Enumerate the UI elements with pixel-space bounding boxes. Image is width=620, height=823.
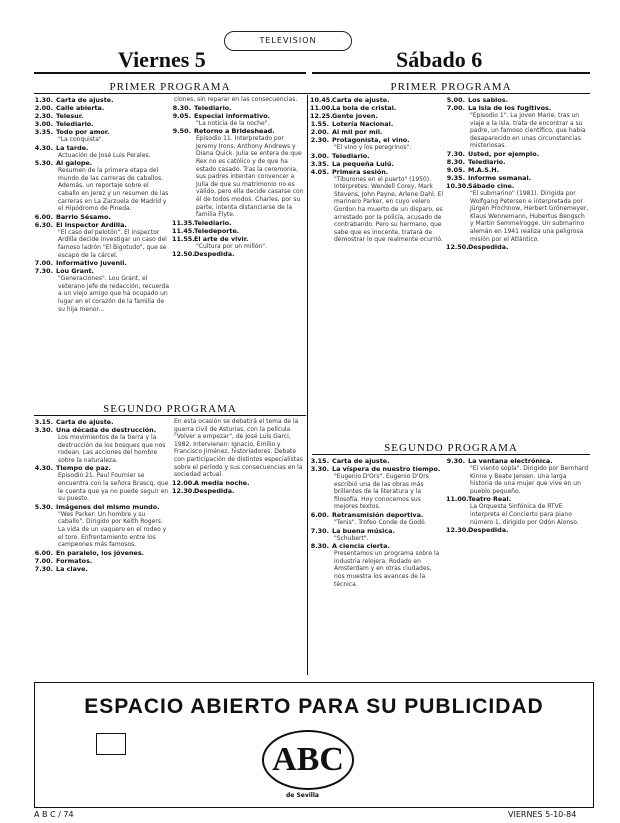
program-title: Barrio Sésamo.: [56, 212, 111, 221]
program-time: 6.00.: [34, 548, 53, 557]
program-entry: [34, 96, 170, 104]
program-entry: [172, 227, 306, 235]
program-entry: [446, 96, 590, 104]
program-title: Carta de ajuste.: [56, 418, 114, 426]
program-time: 12.50.: [172, 250, 195, 259]
program-entry: [172, 219, 306, 227]
program-entry: [172, 104, 306, 112]
program-time: 3.00.: [310, 151, 329, 160]
program-entry: [34, 221, 170, 259]
program-time: 7.30.: [446, 149, 465, 158]
program-title: Los sabios.: [468, 96, 508, 104]
program-description: "La noticia de la noche".: [196, 119, 270, 127]
program-time: 7.00.: [446, 104, 465, 112]
program-time: 8.30.: [172, 103, 191, 112]
program-title: Retorno a Brideshead.: [194, 127, 275, 136]
program-time: 4.30.: [34, 143, 53, 152]
program-entry: [446, 243, 590, 251]
program-title: Despedida.: [468, 526, 509, 535]
section-primer-left: PRIMER PROGRAMA: [109, 81, 231, 93]
abc-logo-sub: de Sevilla: [286, 792, 319, 799]
section-segundo-right: SEGUNDO PROGRAMA: [384, 442, 518, 454]
top-rule-left: [34, 72, 306, 74]
program-description: "El viento sopla". Dirigido por Bernhard Kinne y Beate Jensen. Una larga historia de una mujer que vive en un pueblo pequeño.: [470, 465, 589, 495]
program-description: "El submarino" (1981). Dirigida por Wolfgang Petersen e interpretada por Jürgen Prochnow, Herbert Grönemeyer, Klaus Wennemann, Hubertus Bengsch y Martin Semmelrogge. Un submarino alemán en 1941 realiza una peligrosa misión por el Atlántico.: [470, 189, 589, 243]
program-time: 2.30.: [310, 136, 329, 144]
program-entry: [310, 112, 444, 120]
house-illustration: [96, 733, 126, 755]
program-time: 3.15.: [34, 418, 53, 426]
program-entry: [172, 112, 306, 128]
program-title: El arte de vivir.: [194, 234, 249, 243]
program-title: Tiempo de paz.: [56, 464, 111, 473]
program-entry: [446, 104, 590, 150]
sabado-segundo-col-b: [446, 457, 590, 534]
program-time: 12.30.: [172, 486, 195, 495]
program-entry: [446, 457, 590, 495]
program-description: Presentamos un programa sobre la industria relojera. Rodado en Ámsterdam y en otras ciudades, nos muestra los avances de la técnica.: [334, 550, 440, 588]
program-time: 11.00.: [310, 104, 333, 112]
program-entry: [446, 150, 590, 158]
program-title: Lou Grant.: [56, 267, 94, 276]
program-title: Informe semanal.: [468, 173, 532, 182]
program-time: 1.30.: [34, 96, 53, 104]
program-entry: [34, 259, 170, 267]
program-time: 9.50.: [172, 127, 191, 136]
rule-primer: [34, 93, 590, 94]
program-time: 6.00.: [34, 212, 53, 221]
program-entry: [446, 182, 590, 243]
program-entry: [310, 96, 444, 104]
program-time: 11.45.: [172, 226, 195, 235]
program-time: 2.30.: [34, 112, 53, 120]
program-title: Carta de ajuste.: [56, 96, 114, 104]
program-title: La buena música.: [332, 526, 395, 535]
program-entry: [310, 542, 444, 588]
program-time: 12.30.: [446, 526, 469, 535]
program-title: Telediario.: [468, 157, 506, 166]
program-time: 7.30.: [34, 267, 53, 276]
program-title: Despedida.: [194, 250, 235, 259]
program-title: Carta de ajuste.: [332, 457, 390, 465]
program-title: La ventana electrónica.: [468, 457, 553, 465]
sabado-primer-col-a: [310, 96, 444, 244]
program-entry: [446, 174, 590, 182]
program-description: "La conquista".: [58, 136, 104, 143]
program-title: Telesur.: [56, 112, 84, 120]
program-entry: [172, 418, 306, 479]
program-title: Sábado cine.: [468, 181, 515, 190]
top-rule-right: [312, 72, 590, 74]
program-title: Especial informativo.: [194, 111, 271, 120]
program-description: "Tiburones en el puerto" (1950). Intérpretes: Wendell Corey, Mark Stevens, John Payne, Arlene Dahl. El marinero Parker, en cuyo velero Gordon ha muerto de un disparo, es arrestado por la policía, acusado de contrabando. Pero su hermano, que sabe que es inocente, tratará de demostrar lo que realmente ocurrió.: [334, 175, 444, 244]
program-title: La pequeña Lulú.: [332, 159, 394, 168]
program-entry: [34, 159, 170, 213]
program-entry: [172, 127, 306, 219]
program-title: La clave.: [56, 564, 88, 573]
program-description: "Schubert".: [334, 534, 369, 542]
program-description: La Orquesta Sinfónica de RTVE interpreta el Concierto para piano número 1, dirigido por Odón Alonso.: [470, 503, 579, 526]
program-title: La bola de cristal.: [332, 104, 397, 112]
program-title: Calle abierta.: [56, 104, 105, 112]
program-time: 9.05.: [172, 111, 191, 120]
rule-segundo-right: [312, 454, 590, 455]
program-time: 3.30.: [34, 426, 53, 434]
program-entry: [310, 168, 444, 244]
program-title: A ciencia cierta.: [332, 542, 390, 551]
program-description: Actuación de José Luis Perales.: [58, 151, 151, 159]
program-time: 3.30.: [310, 465, 329, 473]
section-primer-right: PRIMER PROGRAMA: [390, 81, 512, 93]
program-description: Resumen de la primera etapa del mundo de las carreras de caballos. Además, un reportaje sobre el caballo en Jerez y un resumen de las carreras en La Zarzuela de Madrid y el Hipódromo de Pineda.: [58, 167, 169, 213]
header-box: TELEVISION: [224, 31, 352, 51]
program-time: 1.55.: [310, 120, 329, 128]
program-time: 6.00.: [310, 510, 329, 519]
program-entry: [310, 136, 444, 152]
program-entry: [34, 104, 170, 112]
program-title: Imágenes del mismo mundo.: [56, 502, 160, 511]
program-title: Una década de destrucción.: [56, 426, 157, 434]
program-description: "El vino y los peregrinos".: [334, 144, 412, 151]
viernes-segundo-col-b: [172, 418, 306, 495]
program-title: Usted, por ejemplo.: [468, 149, 540, 158]
viernes-primer-col-b: [172, 96, 306, 258]
day-left-title: Viernes 5: [118, 47, 206, 72]
program-title: Telediario.: [332, 151, 370, 160]
program-time: 7.00.: [34, 556, 53, 565]
program-title: Todo por amor.: [56, 128, 110, 136]
program-entry: [446, 158, 590, 166]
program-entry: [34, 267, 170, 313]
program-title: La víspera de nuestro tiempo.: [332, 465, 441, 473]
ad-text: ESPACIO ABIERTO PARA SU PUBLICIDAD: [84, 695, 544, 718]
sabado-segundo-col-a: [310, 457, 444, 588]
program-time: 12.00.: [172, 478, 195, 487]
program-entry: [34, 120, 170, 128]
program-title: Gente joven.: [332, 112, 378, 120]
program-description: En esta ocasión se debatirá el tema de la guerra civil de Asturias, con la película "Volver a empezar", de José Luis Garci, 1982. Intervienen: Ignacio, Emilio y Francisco Jiménez, historiadores. Debate con participación de distintos especialistas sobre el período y sus consecuencias en la sociedad actual.: [174, 418, 303, 479]
program-description: "Tenis". Trofeo Conde de Godó.: [334, 518, 427, 526]
program-time: 12.50.: [446, 243, 469, 252]
program-entry: [34, 549, 170, 557]
program-description: "Eugenio D'Ors". Eugenio D'Ors escribió una de las obras más brillantes de la literatura y la filosofía. Hoy conocemos sus mejores textos.: [334, 473, 429, 511]
center-divider: [307, 95, 308, 675]
program-title: La tarde.: [56, 143, 89, 152]
program-time: 7.30.: [34, 564, 53, 573]
program-title: Formatos.: [56, 556, 93, 565]
program-entry: [172, 250, 306, 258]
program-time: 11.00.: [446, 495, 469, 504]
program-title: Carta de ajuste.: [332, 96, 390, 104]
program-description: Los movimientos de la tierra y la destrucción de los bosques que nos rodean. Las acciones del hombre sobre la naturaleza.: [58, 434, 166, 464]
program-title: Teledeporte.: [194, 226, 240, 235]
program-time: 3.15.: [310, 457, 329, 465]
program-entry: [34, 213, 170, 221]
viernes-primer-col-a: [34, 96, 170, 313]
program-time: 3.35.: [310, 159, 329, 168]
program-entry: [34, 503, 170, 549]
program-entry: [172, 96, 306, 104]
section-segundo-left: SEGUNDO PROGRAMA: [103, 403, 237, 415]
program-description: "Episodio 1". La joven Marie, tras un viaje a la isla, trata de encontrar a su padre, un famoso científico, que había desaparecido en unas circunstancias misteriosas.: [470, 112, 586, 150]
program-time: 4.30.: [34, 464, 53, 473]
program-entry: [34, 128, 170, 144]
program-title: Teatro Real.: [468, 495, 512, 504]
program-time: 12.25.: [310, 112, 333, 120]
program-entry: [446, 495, 590, 526]
program-title: Primera sesión.: [332, 167, 389, 176]
program-time: 7.30.: [310, 526, 329, 535]
program-title: Al galope.: [56, 159, 93, 168]
program-title: El inspector Ardilla.: [56, 220, 127, 229]
program-title: Informativo juvenil.: [56, 259, 127, 268]
program-time: 10.45.: [310, 96, 333, 104]
program-time: 9.05.: [446, 165, 465, 174]
program-title: Retransmisión deportiva.: [332, 510, 424, 519]
viernes-segundo-col-a: [34, 418, 170, 573]
program-description: Episodio 11. Interpretado por Jeremy Irons, Anthony Andrews y Diana Quick. Julia se entera de que Rex no es católico y de que ha estado casado. Tras la ceremonia, sus padres intentan convencer a Julia de que su matrimonio no es válido, pero ella decide casarse con él de todos modos. Charles, por su parte, intenta distanciarse de la familia Flyte.: [196, 135, 304, 219]
program-time: 5.00.: [446, 96, 465, 104]
program-entry: [310, 465, 444, 511]
program-title: Telediario.: [56, 120, 94, 128]
program-entry: [310, 527, 444, 543]
program-entry: [310, 120, 444, 128]
program-entry: [172, 487, 306, 495]
program-entry: [172, 479, 306, 487]
program-description: "El caso del pelotón". El inspector Ardilla decide investigar un caso del famoso ladrón "El Bigotudo", que se escapó de la cárcel.: [58, 228, 167, 259]
program-title: Al mil por mil.: [332, 128, 383, 136]
abc-logo: ABC: [262, 730, 354, 790]
program-title: A media noche.: [194, 478, 250, 487]
program-entry: [172, 235, 306, 251]
program-entry: [34, 144, 170, 160]
program-title: Despedida.: [194, 486, 235, 495]
program-entry: [310, 457, 444, 465]
program-time: 2.00.: [34, 104, 53, 112]
rule-segundo-left: [34, 415, 306, 416]
program-title: Telediario.: [194, 103, 232, 112]
day-right-title: Sábado 6: [396, 47, 483, 72]
program-description: "Generaciones". Lou Grant, el veterano jefe de redacción, recuerda a un viejo amigo que ha ocupado un lugar en el corazón de la familia de su hija menor...: [58, 275, 170, 313]
program-title: La isla de los fugitivos.: [468, 104, 552, 112]
program-title: Despedida.: [468, 243, 509, 252]
footer-right: VIERNES 5-10-84: [508, 810, 577, 819]
program-description: "Wes Parker: Un hombre y su caballo". Dirigido por Keith Rogers. La vida de un vaquero en el rodeo y el toro. Enfrentamiento entre los campeones más famosos.: [58, 510, 167, 549]
program-time: 3.35.: [34, 128, 53, 136]
program-title: En paralelo, los jóvenes.: [56, 548, 145, 557]
program-entry: [310, 152, 444, 160]
program-time: 2.00.: [310, 128, 329, 136]
program-title: Lotería Nacional.: [332, 120, 394, 128]
program-entry: [34, 418, 170, 426]
program-time: 9.35.: [446, 173, 465, 182]
program-time: 10.30.: [446, 181, 469, 190]
program-entry: [310, 511, 444, 527]
program-entry: [310, 104, 444, 112]
program-description: "Cultura por un millón".: [196, 242, 267, 250]
program-time: 4.05.: [310, 167, 329, 176]
program-entry: [34, 464, 170, 502]
program-entry: [446, 526, 590, 534]
program-time: 9.30.: [446, 457, 465, 465]
program-time: 8.30.: [446, 157, 465, 166]
program-entry: [34, 112, 170, 120]
program-entry: [34, 565, 170, 573]
program-time: 6.30.: [34, 220, 53, 229]
program-time: 11.55.: [172, 234, 195, 243]
program-description: ciones, sin reparar en las consecuencias.: [174, 96, 298, 103]
program-title: Protagonista, el vino.: [332, 136, 410, 144]
program-time: 5.30.: [34, 502, 53, 511]
program-time: 7.00.: [34, 259, 53, 268]
program-time: 8.30.: [310, 542, 329, 551]
sabado-primer-col-b: [446, 96, 590, 251]
program-entry: [446, 166, 590, 174]
program-time: 11.35.: [172, 218, 195, 227]
program-description: Episodio 21. Paul Fournier se encuentra con la señora Brascq, que le cuenta que ya no puede seguir en su puesto.: [58, 472, 169, 503]
program-entry: [34, 557, 170, 565]
program-title: Telediario.: [194, 218, 232, 227]
footer-left: A B C / 74: [34, 810, 74, 819]
program-entry: [310, 160, 444, 168]
program-time: 5.30.: [34, 159, 53, 168]
program-time: 3.00.: [34, 120, 53, 128]
program-entry: [310, 128, 444, 136]
program-entry: [34, 426, 170, 464]
program-title: M.A.S.H.: [468, 165, 500, 174]
